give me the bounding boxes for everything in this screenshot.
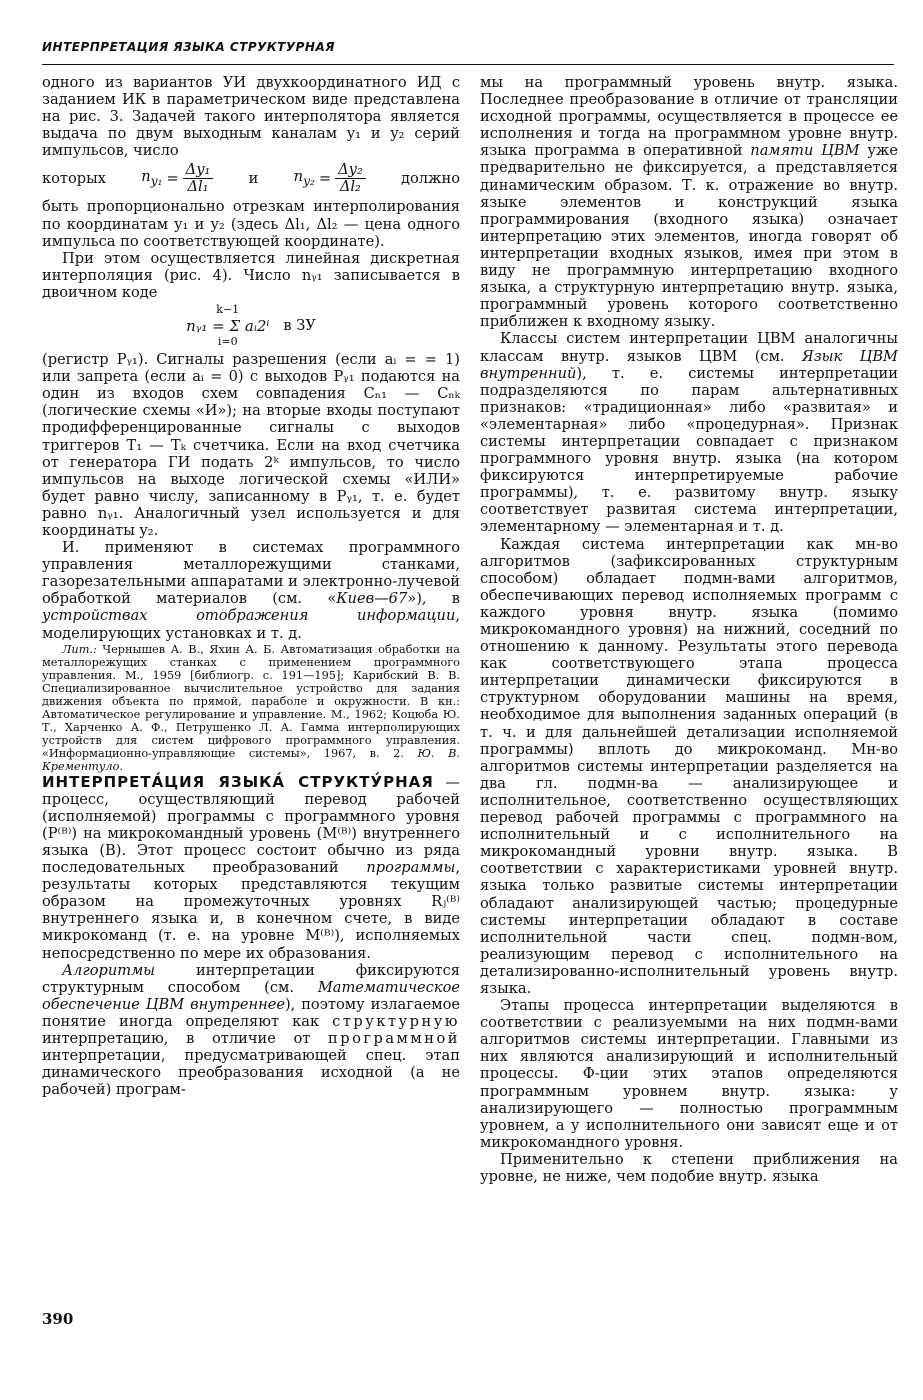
- author-signature: Ю. В. Крементуло.: [42, 747, 461, 774]
- paragraph: Алгоритмы интерпретации фиксируются структурным способом (см. Математическое обеспечение ЦВМ внутреннее), поэтому излагаемое понятие иногда определяют как структурную интерпретацию, в отличие от программной интерпретации, предусматривающей спец. этап динамического преобразования исходной (а не рабочей) програм-: [42, 961, 461, 1099]
- paragraph: (регистр Рᵧ₁). Сигналы разрешения (если aᵢ = = 1) или запрета (если aᵢ = 0) с выходов Рᵧ₁ подаются на один из входов схем совпадения Cₙ₁ — Cₙₖ (логические схемы «И»); на вторые входы поступают продифференцированные сигналы с выходов триггеров T₁ — Tₖ счетчика. Если на вход счетчика от генератора ГИ подать 2ᵏ импульсов, то число импульсов на выходе логической схемы «ИЛИ» будет равно числу, записанному в Рᵧ₁, т. е. будет равно nᵧ₁. Аналогичный узел используется и для координаты y₂.: [42, 351, 460, 539]
- running-header: ИНТЕРПРЕТАЦИЯ ЯЗЫКА СТРУКТУРНАЯ: [42, 40, 335, 54]
- left-column: [42, 74, 460, 1154]
- dictionary-entry: ИНТЕРПРЕТА́ЦИЯ ЯЗЫКА́ СТРУКТУ́РНАЯ — процесс, осуществляющий перевод рабочей (исполняемой) программы с программного уровня (P⁽ᴮ⁾) на микрокомандный уровень (M⁽ᴮ⁾) внутреннего языка (B). Этот процесс состоит обычно из ряда последовательных преобразований программы, результаты которых представляются текущим образом на промежуточных уровнях Rⱼ⁽ᴮ⁾ внутреннего языка и, в конечном счете, в виде микрокоманд (т. е. на уровне M⁽ᴮ⁾), исполняемых непосредственно по мере их образования.: [42, 772, 460, 962]
- paragraph: Каждая система интерпретации как мн-во алгоритмов (зафиксированных структурным способом) обладает подмн-вами алгоритмов, обеспечивающих перевод исполняемых программ с каждого уровня внутр. языка (помимо микрокомандного уровня) на нижний, соседний по отношению к данному. Результаты этого перевода как соответствующего этапа процесса интерпретации динамически фиксируются в структурном оборудовании машины на время, необходимое для выполнения заданных операций (в т. ч. и для дальнейшей детализации исполняемой программы) вплоть до микрокоманд. Мн-во алгоритмов системы интерпретации разделяется на два гл. подмн-ва — анализирующее и исполнительное, соответственно осуществляющих перевод рабочей программы с программного на исполнительный и с исполнительного на микрокомандный уровни внутр. языка. В соответствии с характеристиками уровней внутр. языка только развитые системы интерпретации обладают анализирующей частью; процедурные системы интерпретации обладают в составе исполнительной части спец. подмн-вом, реализующим перевод с исполнительного на детализированно-исполнительный уровень внутр. языка.: [480, 535, 898, 997]
- formula-ny1: $n_{y_1}$ = $\frac{\text{Δy₁}}{\text{Δl₁}}$: [141, 162, 213, 195]
- paragraph: Этапы процесса интерпретации выделяются в соответствии с реализуемыми на них подмн-вами алгоритмов системы интерпретации. Главными из них являются анализирующий и исполнительный процессы. Ф-ции этих этапов определяются программным уровнем внутр. языка: у анализирующего — полностью программным уровнем, а у исполнительного они зависят еще и от микрокомандного уровня.: [480, 997, 898, 1151]
- paragraph: При этом осуществляется линейная дискретная интерполяция (рис. 4). Число nᵧ₁ записывается в двоичном коде: [42, 249, 460, 301]
- paragraph: Классы систем интерпретации ЦВМ аналогичны классам внутр. языков ЦВМ (см. Язык ЦВМ внутренний), т. е. системы интерпретации подразделяются по парам альтернативных признаков: «традиционная» либо «развитая» и «элементарная» либо «процедурная». Признак системы интерпретации совпадает с признаком программного уровня внутр. языка (на котором фиксируются интерпретируемые рабочие программы), т. е. развитому внутр. языку соответствует развитая система интерпретации, элементарному — элементарная и т. д.: [480, 330, 898, 536]
- paragraph: мы на программный уровень внутр. языка. Последнее преобразование в отличие от трансляции исходной программы, осуществляется в процессе ее исполнения и тогда на программном уровне внутр. языка программа в оперативной памяти ЦВМ уже предварительно не фиксируется, а представляется динамическим образом. Т. к. отражение во внутр. языке элементов и конструкций языка программирования (входного языка) означает интерпретацию этих элементов, иногда говорят об интерпретации входных языков, имея при этом в виду не программную интерпретацию входного языка, а структурную интерпретацию внутр. языка, программный уровень которого соответственно приближен к входному языку.: [480, 74, 898, 331]
- fraction: $\frac{\text{Δy₁}}{\text{Δl₁}}$: [183, 162, 214, 195]
- header-rule: [42, 64, 894, 65]
- formula-ratio: которых $n_{y_1}$ = $\frac{\text{Δy₁}}{\text{Δl₁}}$ и $n_{y_2}$ = $\frac{\text{Δy₂}}{\text{Δl₂}}$ должно: [42, 161, 460, 196]
- formula-ny2: $n_{y_2}$ = $\frac{\text{Δy₂}}{\text{Δl₂}}$: [294, 162, 366, 195]
- paragraph: быть пропорционально отрезкам интерполирования по координатам y₁ и y₂ (здесь Δl₁, Δl₂ — цена одного импульса по соответствующей координате).: [42, 198, 460, 250]
- sum-limits: k−1 nᵧ₁ = Σ aᵢ2ⁱ i=0: [186, 303, 270, 349]
- paragraph: И. применяют в системах программного управления металлорежущими станками, газорезательными аппаратами и электронно-лучевой обработкой материалов (см. «Киев—67»), в устройствах отображения информации, моделирующих установках и т. д.: [42, 539, 460, 642]
- literature: Лит.: Чернышев А. В., Яхин А. Б. Автоматизация обработки на металлорежущих станках с применением программного управления. М., 1959 [библиогр. с. 191—195]; Карибский В. В. Специализированное вычислительное устройство для задания движения объекта по прямой, параболе и окружности. В кн.: Автоматическое регулирование и управление. М., 1962; Коцюба Ю. Т., Харченко А. Ф., Петрушенко Л. А. Гамма интерполирующих устройств для систем цифрового программного управления. «Информационно-управляющие системы», 1967, в. 2. Ю. В. Крементуло.: [42, 642, 461, 774]
- formula-sum: k−1 nᵧ₁ = Σ aᵢ2ⁱ i=0 в ЗУ: [186, 303, 316, 349]
- page-number: 390: [42, 1310, 74, 1328]
- paragraph: Применительно к степени приближения на уровне, не ниже, чем подобие внутр. языка: [480, 1150, 898, 1185]
- entry-title: ИНТЕРПРЕТА́ЦИЯ ЯЗЫКА́ СТРУКТУ́РНАЯ: [42, 772, 434, 791]
- right-column: [480, 74, 898, 1304]
- fraction: $\frac{\text{Δy₂}}{\text{Δl₂}}$: [335, 162, 366, 195]
- paragraph: одного из вариантов УИ двухкоординатного ИД с заданием ИК в параметрическом виде представлена на рис. 3. Задачей такого интерполятора является выдача по двум выходным каналам y₁ и y₂ серий импульсов, число: [42, 74, 460, 160]
